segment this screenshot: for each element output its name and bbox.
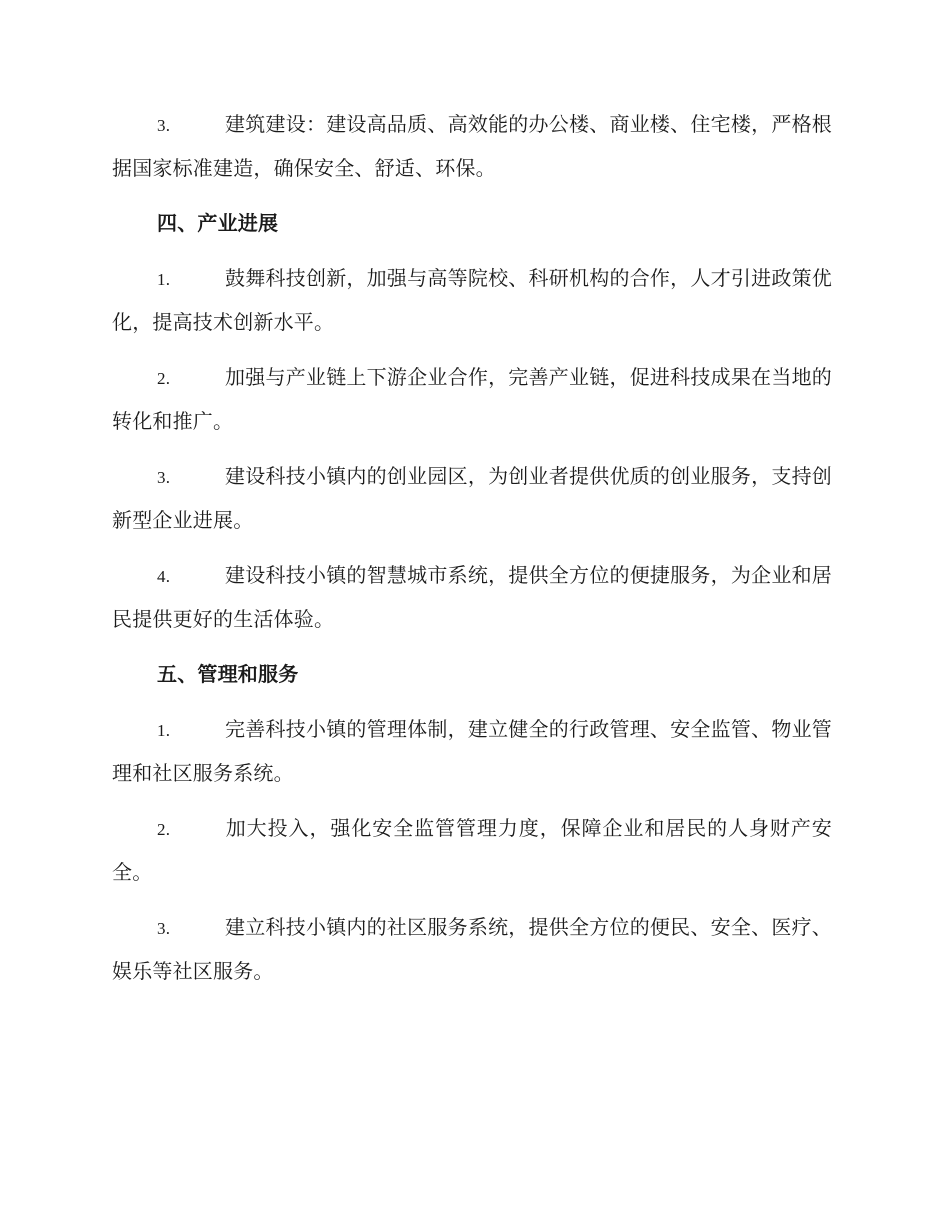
list-item bbox=[112, 257, 832, 344]
item-number: 2. bbox=[157, 369, 171, 388]
item-number: 1. bbox=[157, 721, 171, 740]
item-text: 建筑建设：建设高品质、高效能的办公楼、商业楼、住宅楼，严格根据国家标准建造，确保安全、舒适、环保。 bbox=[112, 112, 832, 180]
list-item bbox=[112, 807, 832, 894]
list-item bbox=[112, 356, 832, 443]
item-number: 1. bbox=[157, 270, 171, 289]
item-text: 加大投入，强化安全监管管理力度，保障企业和居民的人身财产安全。 bbox=[112, 816, 832, 884]
list-item bbox=[112, 708, 832, 795]
item-text: 鼓舞科技创新，加强与高等院校、科研机构的合作，人才引进政策优化，提高技术创新水平。 bbox=[112, 266, 832, 334]
list-item bbox=[112, 906, 832, 993]
section-heading-industry: 四、产业进展 bbox=[157, 211, 279, 235]
document-body bbox=[112, 103, 832, 1005]
item-number: 3. bbox=[157, 468, 171, 487]
item-number: 3. bbox=[157, 919, 171, 938]
item-text: 完善科技小镇的管理体制，建立健全的行政管理、安全监管、物业管理和社区服务系统。 bbox=[112, 717, 832, 785]
item-number: 2. bbox=[157, 820, 171, 839]
item-text: 建立科技小镇内的社区服务系统，提供全方位的便民、安全、医疗、娱乐等社区服务。 bbox=[112, 915, 832, 983]
item-number: 3. bbox=[157, 116, 171, 135]
list-item bbox=[112, 554, 832, 641]
section-heading-management: 五、管理和服务 bbox=[157, 662, 299, 686]
list-item bbox=[112, 455, 832, 542]
list-item-building bbox=[112, 103, 832, 190]
item-text: 建设科技小镇的智慧城市系统，提供全方位的便捷服务，为企业和居民提供更好的生活体验。 bbox=[112, 563, 832, 631]
item-text: 加强与产业链上下游企业合作，完善产业链，促进科技成果在当地的转化和推广。 bbox=[112, 365, 832, 433]
item-text: 建设科技小镇内的创业园区，为创业者提供优质的创业服务，支持创新型企业进展。 bbox=[112, 464, 832, 532]
item-number: 4. bbox=[157, 567, 171, 586]
